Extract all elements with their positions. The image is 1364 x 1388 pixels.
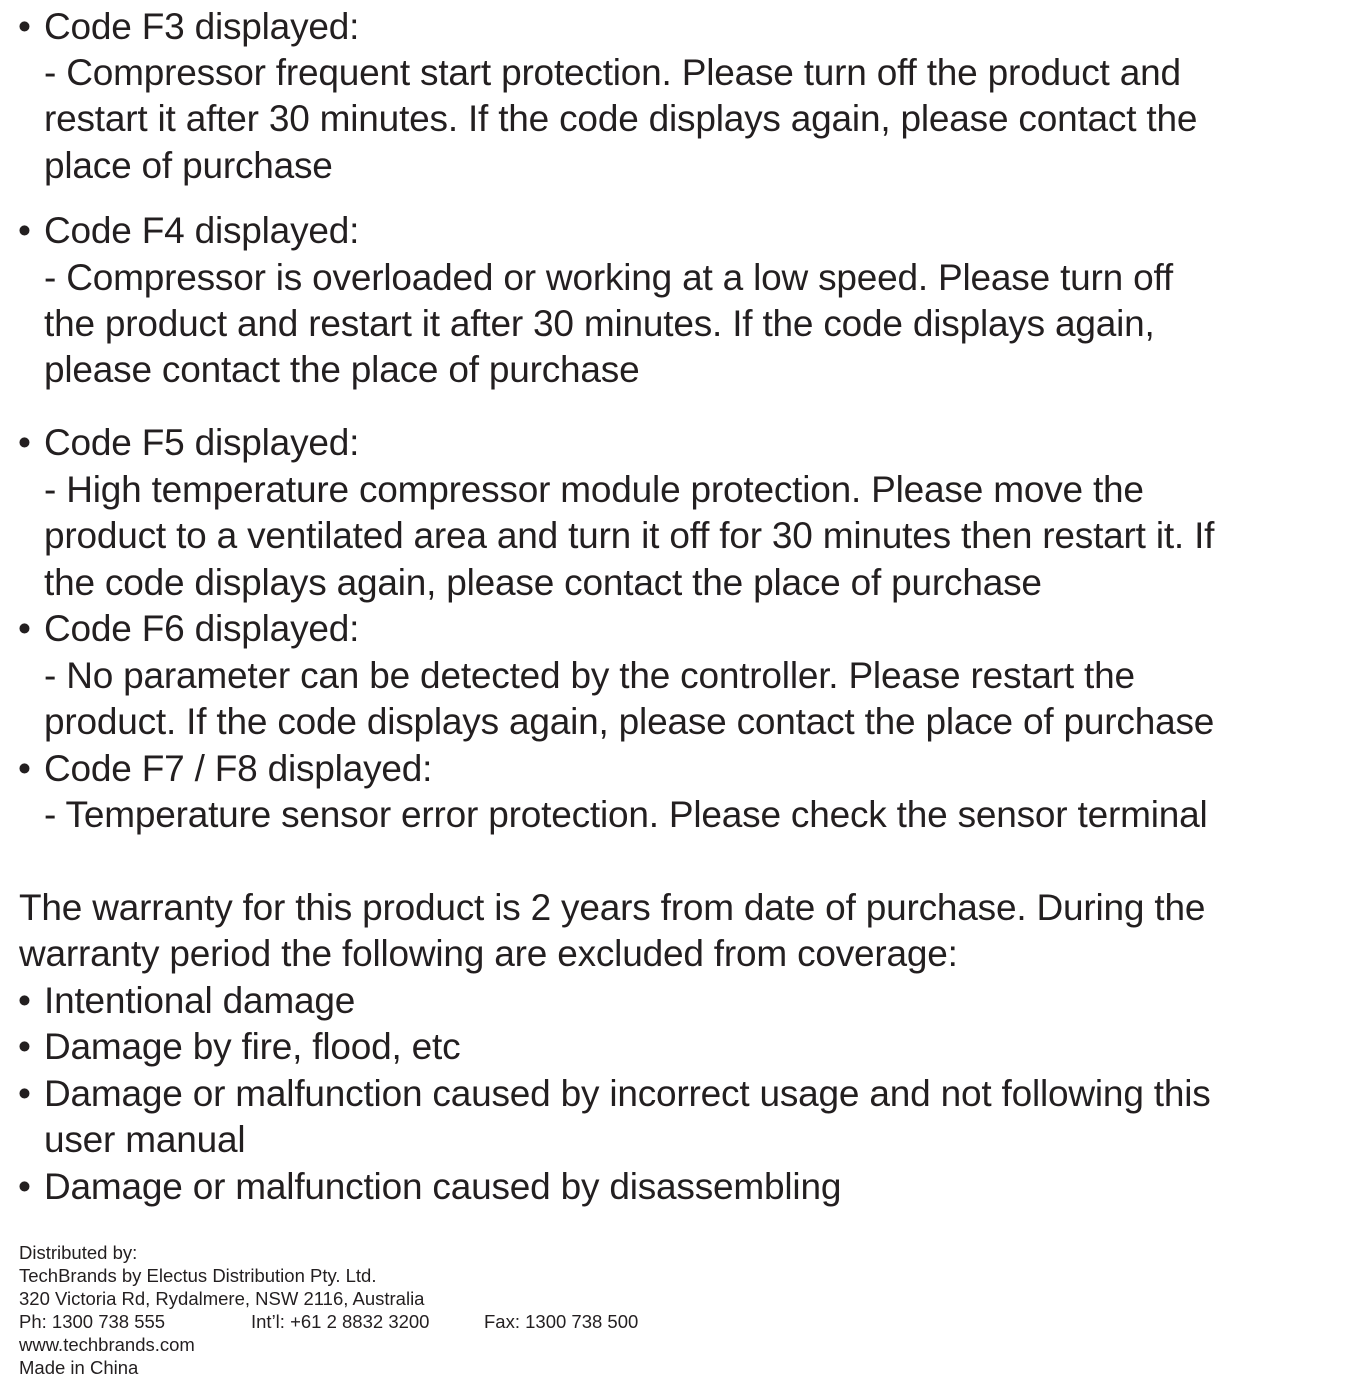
error-code-text-f5-line2: product to a ventilated area and turn it off for 30 minutes then restart it. If (44, 515, 1215, 556)
bullet-icon: • (18, 6, 31, 47)
error-code-text-f3-line2: restart it after 30 minutes. If the code displays again, please contact the (44, 98, 1198, 139)
error-code-text-f5-line1: - High temperature compressor module protection. Please move the (44, 469, 1144, 510)
footer-made-in: Made in China (19, 1357, 139, 1378)
footer-intl-phone: Int’l: +61 2 8832 3200 (251, 1311, 430, 1332)
error-code-text-f5-line3: the code displays again, please contact the place of purchase (44, 562, 1042, 603)
error-code-heading-f4: Code F4 displayed: (44, 210, 360, 251)
error-code-text-f4-line1: - Compressor is overloaded or working at a low speed. Please turn off (44, 257, 1173, 298)
error-code-text-f6-line2: product. If the code displays again, please contact the place of purchase (44, 701, 1215, 742)
bullet-icon: • (18, 1073, 31, 1114)
error-code-heading-f3: Code F3 displayed: (44, 6, 360, 47)
warranty-exclusion-fire-flood: Damage by fire, flood, etc (44, 1026, 461, 1067)
warranty-exclusion-intentional-damage: Intentional damage (44, 980, 356, 1021)
error-code-heading-f5: Code F5 displayed: (44, 422, 360, 463)
error-code-text-f4-line2: the product and restart it after 30 minutes. If the code displays again, (44, 303, 1155, 344)
warranty-exclusion-incorrect-usage-line2: user manual (44, 1119, 246, 1160)
footer-address: 320 Victoria Rd, Rydalmere, NSW 2116, Australia (19, 1288, 425, 1309)
warranty-exclusion-disassembling: Damage or malfunction caused by disassembling (44, 1166, 842, 1207)
error-code-text-f6-line1: - No parameter can be detected by the controller. Please restart the (44, 655, 1135, 696)
error-code-heading-f7-f8: Code F7 / F8 displayed: (44, 748, 433, 789)
footer-website-link[interactable]: www.techbrands.com (19, 1334, 195, 1355)
error-code-text-f3-line3: place of purchase (44, 145, 333, 186)
bullet-icon: • (18, 210, 31, 251)
warranty-exclusion-incorrect-usage-line1: Damage or malfunction caused by incorrect usage and not following this (44, 1073, 1211, 1114)
footer-fax: Fax: 1300 738 500 (484, 1311, 639, 1332)
bullet-icon: • (18, 1026, 31, 1067)
bullet-icon: • (18, 980, 31, 1021)
bullet-icon: • (18, 422, 31, 463)
footer-company-name: TechBrands by Electus Distribution Pty. Ltd. (19, 1265, 377, 1286)
bullet-icon: • (18, 608, 31, 649)
footer-phone: Ph: 1300 738 555 (19, 1311, 166, 1332)
footer-distributed-by-label: Distributed by: (19, 1242, 138, 1263)
error-code-heading-f6: Code F6 displayed: (44, 608, 360, 649)
warranty-intro-line1: The warranty for this product is 2 years from date of purchase. During the (19, 887, 1206, 928)
warranty-intro-line2: warranty period the following are excluded from coverage: (19, 933, 958, 974)
error-code-text-f7-f8-line1: - Temperature sensor error protection. Please check the sensor terminal (44, 794, 1208, 835)
bullet-icon: • (18, 1166, 31, 1207)
bullet-icon: • (18, 748, 31, 789)
error-code-text-f4-line3: please contact the place of purchase (44, 349, 640, 390)
error-code-text-f3-line1: - Compressor frequent start protection. Please turn off the product and (44, 52, 1181, 93)
